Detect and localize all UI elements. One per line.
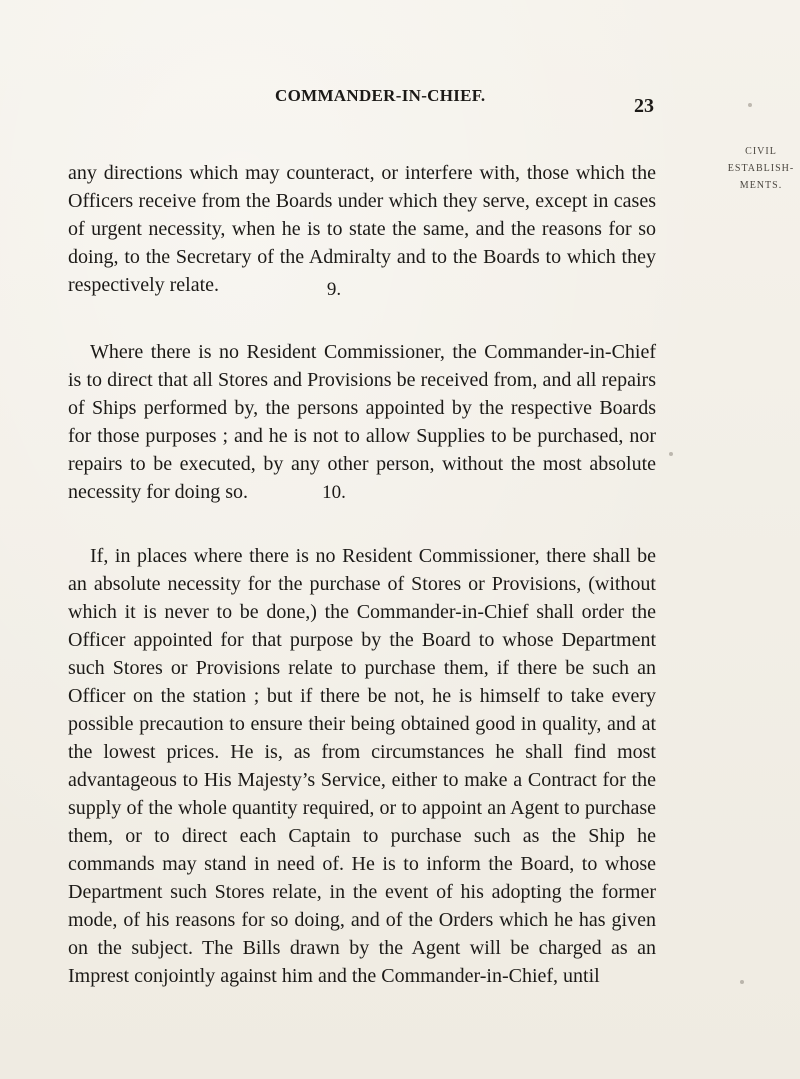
margin-note [722,143,800,194]
paper-speck [748,103,752,107]
running-head: COMMANDER-IN-CHIEF. [275,86,486,105]
page-number: 23 [634,95,654,117]
margin-note-line: CIVIL [745,146,777,157]
paragraph-continuation: any directions which may counteract, or interfere with, those which the Officers receive from the Boards under which they serve, except in cases of urgent necessity, when he is to state the same, and the reasons for so doing, to the Secretary of the Admiralty and to the Boards to which they respectively relate. [68,162,656,296]
paper-speck [740,980,744,984]
paper-speck [669,452,673,456]
margin-note-line: MENTS. [739,180,783,191]
paragraph-section-10: If, in places where there is no Resident Commissioner, there shall be an absolute necessity for the purchase of Stores or Provisions, (without which it is never to be done,) the Commander-in-Chief shall order the Officer appointed for that purpose by the Board to whose Department such Stores or Provisions relate to purchase them, if there be such an Officer on the station ; but if there be not, he is himself to take every possible precaution to ensure their being obtained good in quality, and at the lowest prices. He is, as from circumstances he shall find most advantageous to His Majesty’s Service, either to make a Contract for the supply of the whole quantity required, or to appoint an Agent to purchase them, or to direct each Captain to purchase such as the Ship he commands may stand in need of. He is to inform the Board, to whose Department such Stores relate, in the event of his adopting the former mode, of his reasons for so doing, and of the Orders which he has given on the subject. The Bills drawn by the Agent will be charged as an Imprest conjointly against him and the Commander-in-Chief, until [68,545,656,987]
margin-note-line: ESTABLISH- [727,163,795,174]
paragraph-section-9: Where there is no Resident Commissioner, the Commander-in-Chief is to direct that all Stores and Provisions be received from, and all repairs of Ships performed by, the persons appointed by the respective Boards for those purposes ; and he is not to allow Supplies to be purchased, nor repairs to be executed, by any other person, without the most absolute necessity for doing so. [68,341,656,503]
section-number-10: 10. [322,482,346,503]
section-number-9: 9. [326,279,342,300]
